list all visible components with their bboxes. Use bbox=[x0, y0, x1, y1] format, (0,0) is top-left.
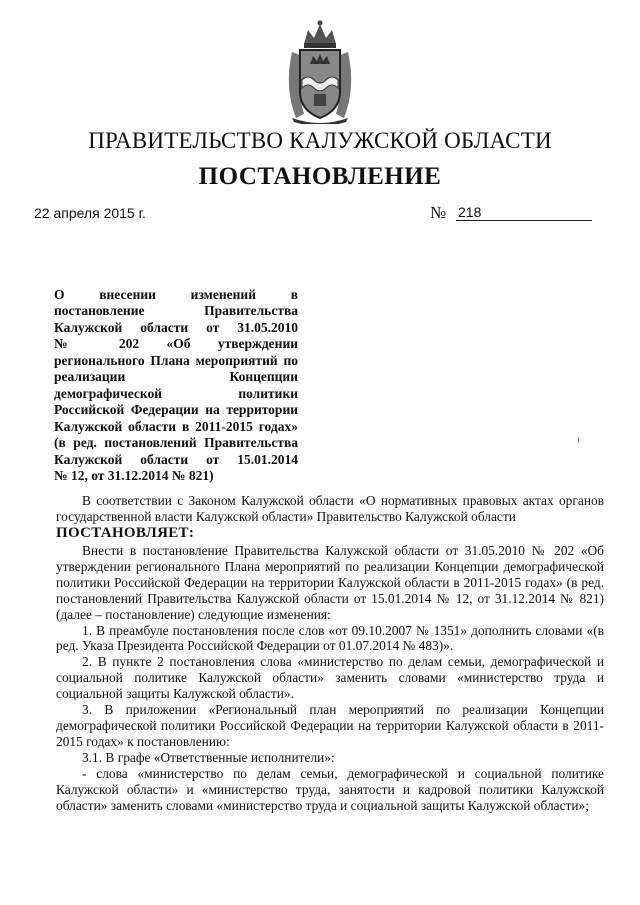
title-line: реализации Концепции bbox=[54, 369, 298, 385]
title-line: Российской Федерации на территории bbox=[54, 402, 298, 418]
resolves-heading: ПОСТАНОВЛЯЕТ: bbox=[56, 524, 195, 541]
title-line: Калужской области в 2011-2015 годах» bbox=[54, 418, 298, 434]
document-body bbox=[56, 493, 604, 814]
intro-paragraph: В соответствии с Законом Калужской области «О нормативных правовых актах органов государственной власти Калужской области» Правительство Калужской области bbox=[56, 493, 604, 524]
document-number: 218 bbox=[458, 204, 482, 220]
title-line: демографической политики bbox=[54, 385, 298, 401]
document-date: 22 апреля 2015 г. bbox=[34, 205, 146, 221]
government-name: ПРАВИТЕЛЬСТВО КАЛУЖСКОЙ ОБЛАСТИ bbox=[88, 128, 552, 153]
title-line: (в ред. постановлений Правительства bbox=[54, 435, 298, 451]
paragraph-item-3: 3. В приложении «Региональный план мероприятий по реализации Концепции демографической политики Российской Федерации на территории Калужской области в 2011-2015 годах» к постановлению: bbox=[56, 702, 604, 750]
document-title bbox=[54, 287, 298, 485]
paragraph-item-1: 1. В преамбуле постановления после слов «от 09.10.2007 № 1351» дополнить словами «(в ред. Указа Президента Российской Федерации от 01.07.2014 № 483)». bbox=[56, 622, 604, 654]
number-label: № bbox=[430, 203, 447, 222]
title-line: регионального Плана мероприятий по bbox=[54, 352, 298, 368]
title-line: О внесении изменений в bbox=[54, 287, 298, 302]
paragraph-item-3-1: 3.1. В графе «Ответственные исполнители»: bbox=[82, 750, 335, 766]
scan-mark bbox=[578, 437, 581, 443]
paragraph-main: Внести в постановление Правительства Калужской области от 31.05.2010 № 202 «Об утверждении регионального Плана мероприятий по реализации Концепции демографической политики Российской Федерации на территории Калужской области в 2011-2015 годах» (в ред. постановлений Правительства Калужской области от 15.01.2014 № 12, от 31.12.2014 № 821) (далее – постановление) следующие изменения: bbox=[56, 542, 604, 622]
title-line: Калужской области от 15.01.2014 bbox=[54, 451, 298, 467]
title-line: № 202 «Об утверждении bbox=[54, 336, 298, 352]
paragraph-item-2: 2. В пункте 2 постановления слова «министерство по делам семьи, демографической и социальной политике Калужской области» заменить словами «министерство труда и социальной защиты Калужской области». bbox=[56, 654, 604, 702]
coat-of-arms-icon bbox=[274, 18, 366, 124]
title-line: постановление Правительства bbox=[54, 303, 298, 319]
paragraph-dash-item: - слова «министерство по делам семьи, демографической и социальной политике Калужской области» и «министерство труда, занятости и кадровой политики Калужской области» заменить словами «министерство труда и социальной защиты Калужской области»; bbox=[56, 766, 604, 813]
title-line: № 12, от 31.12.2014 № 821) bbox=[54, 468, 214, 484]
title-line: Калужской области от 31.05.2010 bbox=[54, 319, 298, 335]
document-type: ПОСТАНОВЛЕНИЕ bbox=[198, 163, 442, 190]
number-underline bbox=[456, 220, 592, 221]
